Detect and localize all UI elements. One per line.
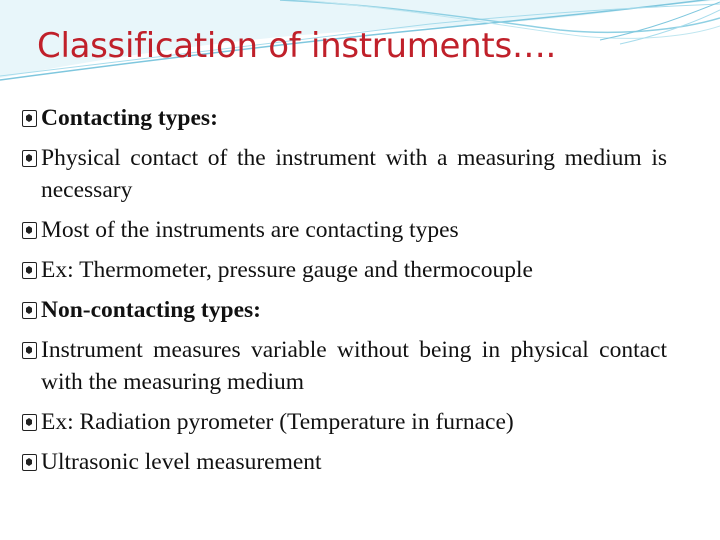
bullet-icon (22, 110, 37, 127)
list-item-text: Non-contacting types: (41, 297, 261, 323)
bullet-list (22, 102, 667, 486)
list-item-text: Ex: Radiation pyrometer (Temperature in furnace) (41, 409, 514, 435)
list-item (22, 446, 667, 478)
list-item-text: Ultrasonic level measurement (41, 449, 322, 475)
bullet-icon (22, 262, 37, 279)
bullet-icon (22, 222, 37, 239)
bullet-icon (22, 414, 37, 431)
list-item (22, 214, 667, 246)
list-item-text: Physical contact of the instrument with a measuring medium is necessary (41, 145, 667, 203)
list-item (22, 334, 667, 398)
bullet-icon (22, 302, 37, 319)
list-item-text: Instrument measures variable without being in physical contact with the measuring medium (41, 337, 667, 395)
list-item (22, 406, 667, 438)
list-item (22, 254, 667, 286)
bullet-icon (22, 150, 37, 167)
list-item-text: Contacting types: (41, 105, 218, 131)
bullet-icon (22, 342, 37, 359)
list-item-text: Ex: Thermometer, pressure gauge and thermocouple (41, 257, 533, 283)
slide-title: Classification of instruments…. (37, 26, 557, 66)
bullet-icon (22, 454, 37, 471)
list-item (22, 294, 667, 326)
list-item (22, 102, 667, 134)
list-item (22, 142, 667, 206)
list-item-text: Most of the instruments are contacting types (41, 217, 459, 243)
